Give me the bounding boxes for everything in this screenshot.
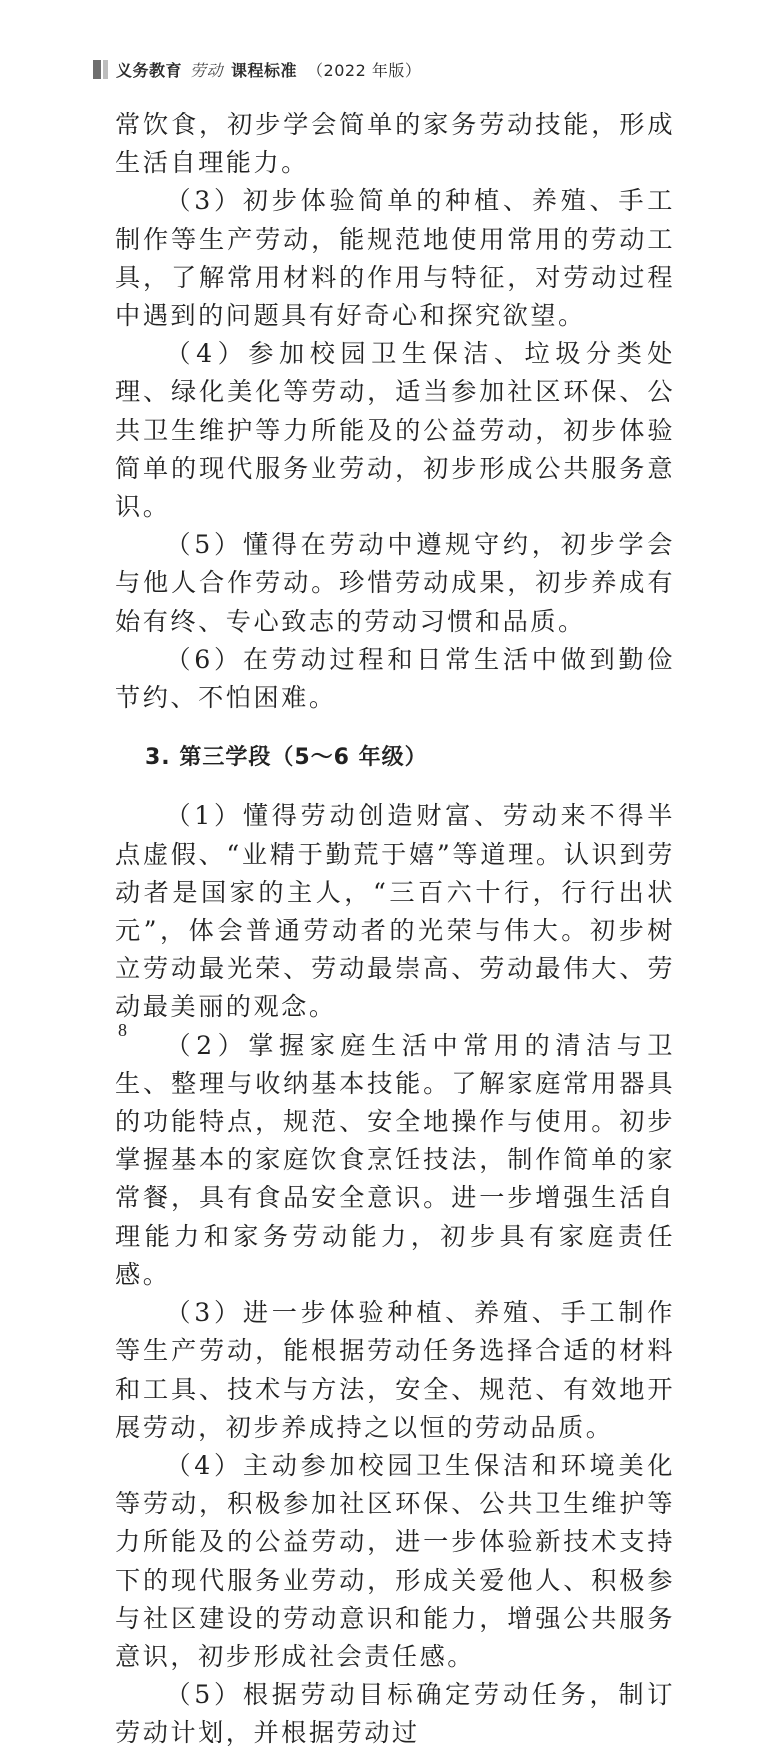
paragraph-item-3: （3）初步体验简单的种植、养殖、手工制作等生产劳动，能规范地使用常用的劳动工具，了解常用材料的作用与特征，对劳动过程中遇到的问题具有好奇心和探究欲望。 [115, 186, 675, 331]
header-title-italic: 劳动 [190, 61, 224, 80]
paragraph-item-6: （6）在劳动过程和日常生活中做到勤俭节约、不怕困难。 [115, 644, 675, 713]
header-bars-decoration [93, 60, 108, 79]
header-bar-light [103, 60, 108, 79]
header-title-part1: 义务教育 [116, 61, 183, 80]
paragraph-continuation: 常饮食，初步学会简单的家务劳动技能，形成生活自理能力。 [115, 110, 675, 178]
header-bar-dark [93, 60, 101, 79]
header-title-part2: 课程标准 [231, 61, 298, 80]
page-body [115, 106, 675, 1753]
paragraph-stage3-item-3: （3）进一步体验种植、养殖、手工制作等生产劳动，能根据劳动任务选择合适的材料和工具、技术与方法，安全、规范、有效地开展劳动，初步养成持之以恒的劳动品质。 [115, 1298, 675, 1442]
page-number: 8 [118, 1020, 127, 1040]
paragraph-stage3-item-5: （5）根据劳动目标确定劳动任务，制订劳动计划，并根据劳动过 [115, 1680, 675, 1748]
header-edition: （2022 年版） [307, 61, 422, 80]
running-header [93, 58, 421, 81]
paragraph-stage3-item-1: （1）懂得劳动创造财富、劳动来不得半点虚假、“业精于勤荒于嬉”等道理。认识到劳动者是国家的主人，“三百六十行，行行出状元”，体会普通劳动者的光荣与伟大。初步树立劳动最光荣、劳动最崇高、劳动最伟大、劳动最美丽的观念。 [115, 801, 675, 1022]
paragraph-item-4: （4）参加校园卫生保洁、垃圾分类处理、绿化美化等劳动，适当参加社区环保、公共卫生维护等力所能及的公益劳动，初步体验简单的现代服务业劳动，初步形成公共服务意识。 [115, 339, 675, 522]
paragraph-stage3-item-4: （4）主动参加校园卫生保洁和环境美化等劳动，积极参加社区环保、公共卫生维护等力所能及的公益劳动，进一步体验新技术支持下的现代服务业劳动，形成关爱他人、积极参与社区建设的劳动意识和能力，增强公共服务意识，初步形成社会责任感。 [115, 1450, 675, 1671]
paragraph-item-5: （5）懂得在劳动中遵规守约，初步学会与他人合作劳动。珍惜劳动成果，初步养成有始有终、专心致志的劳动习惯和品质。 [115, 530, 675, 636]
section-heading: 3. 第三学段（5～6 年级） [145, 745, 428, 771]
paragraph-stage3-item-2: （2）掌握家庭生活中常用的清洁与卫生、整理与收纳基本技能。了解家庭常用器具的功能特点，规范、安全地操作与使用。初步掌握基本的家庭饮食烹饪技法，制作简单的家常餐，具有食品安全意识。进一步增强生活自理能力和家务劳动能力，初步具有家庭责任感。 [115, 1030, 675, 1289]
